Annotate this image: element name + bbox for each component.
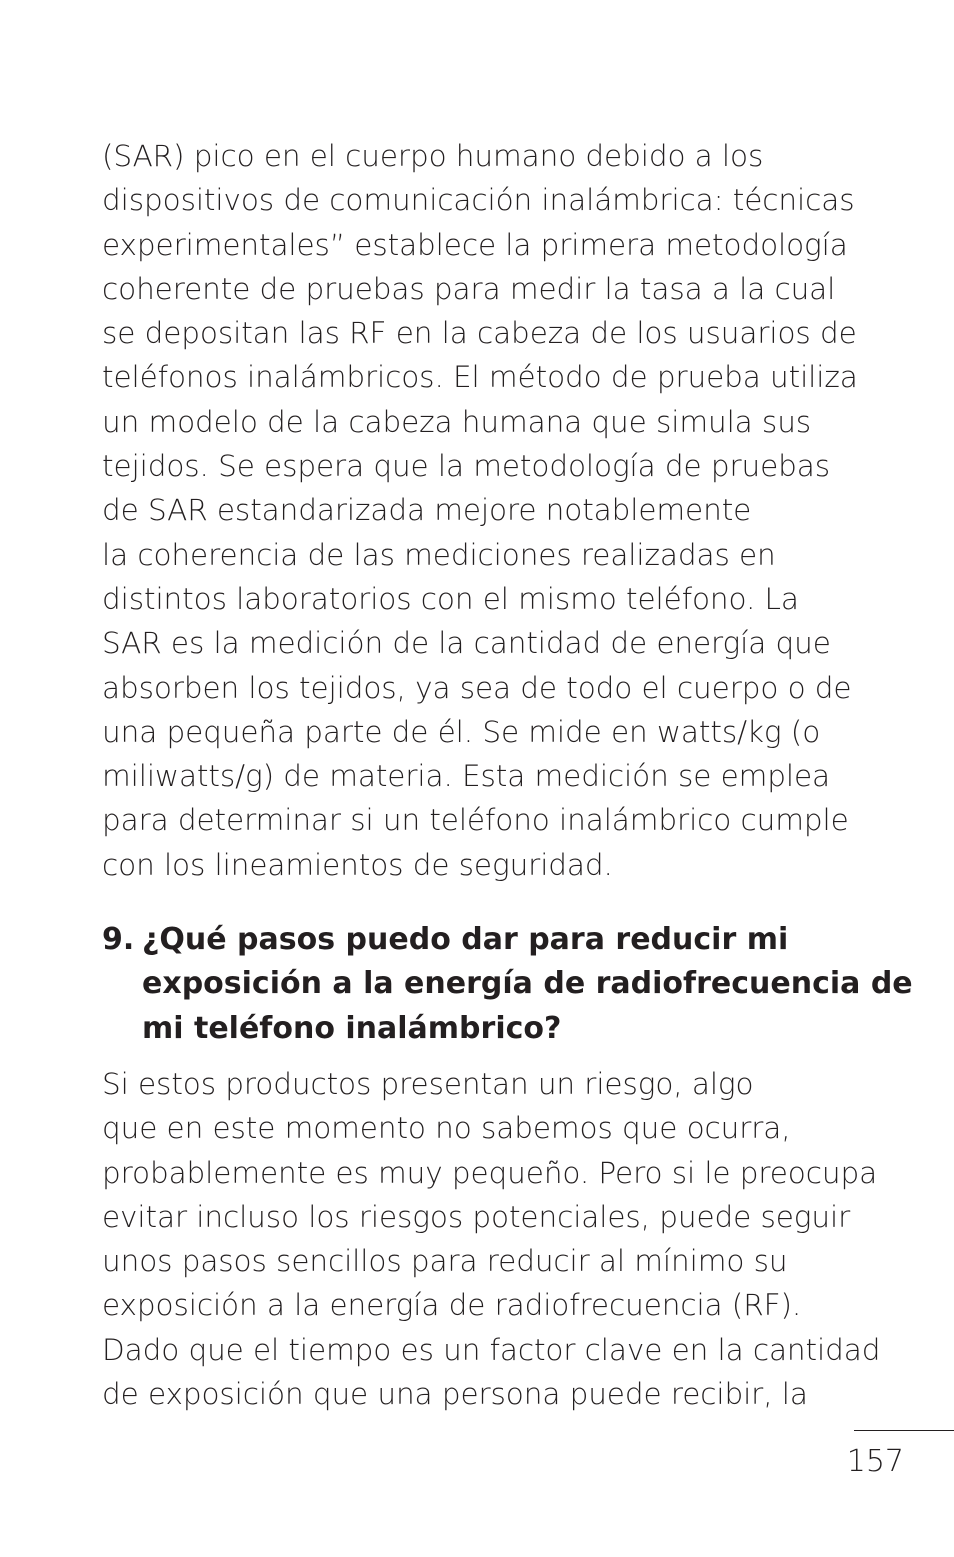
page-number: 157 xyxy=(846,1444,904,1479)
question-heading xyxy=(102,918,913,1051)
page-content xyxy=(102,134,913,1416)
paragraph-line: Dado que el tiempo es un factor clave en la cantidad xyxy=(102,1332,881,1367)
footer-divider xyxy=(854,1430,954,1431)
paragraph-line: probablemente es muy pequeño. Pero si le preocupa xyxy=(102,1155,878,1190)
question-line: mi teléfono inalámbrico? xyxy=(142,1010,562,1046)
paragraph-line: SAR es la medición de la cantidad de energía que xyxy=(102,626,831,661)
paragraph-answer xyxy=(102,1062,892,1416)
paragraph-line: miliwatts/g) de materia. Esta medición se emplea xyxy=(102,759,831,794)
paragraph-line: la coherencia de las mediciones realizadas en xyxy=(102,537,776,572)
paragraph-line: evitar incluso los riesgos potenciales, puede seguir xyxy=(102,1199,851,1234)
paragraph-line: coherente de pruebas para medir la tasa a la cual xyxy=(102,271,836,306)
paragraph-line: tejidos. Se espera que la metodología de pruebas xyxy=(102,449,831,484)
paragraph-line: dispositivos de comunicación inalámbrica: técnicas xyxy=(102,183,855,218)
paragraph-line: distintos laboratorios con el mismo teléfono. La xyxy=(102,581,799,616)
paragraph-line: de exposición que una persona puede recibir, la xyxy=(102,1377,808,1412)
paragraph-line: de SAR estandarizada mejore notablemente xyxy=(102,493,752,528)
paragraph-line: una pequeña parte de él. Se mide en watts/kg (o xyxy=(102,714,821,749)
paragraph-line: un modelo de la cabeza humana que simula sus xyxy=(102,404,812,439)
paragraph-line: absorben los tejidos, ya sea de todo el cuerpo o de xyxy=(102,670,852,705)
paragraph-sar-methodology xyxy=(102,134,892,887)
paragraph-line: (SAR) pico en el cuerpo humano debido a los xyxy=(102,139,764,173)
paragraph-line: exposición a la energía de radiofrecuencia (RF). xyxy=(102,1288,802,1323)
paragraph-line: para determinar si un teléfono inalámbrico cumple xyxy=(102,803,849,838)
question-number: 9. xyxy=(102,922,135,958)
question-line: ¿Qué pasos puedo dar para reducir mi xyxy=(142,922,789,958)
paragraph-line: Si estos productos presentan un riesgo, algo xyxy=(102,1066,754,1101)
paragraph-line: que en este momento no sabemos que ocurra, xyxy=(102,1111,791,1146)
paragraph-line: teléfonos inalámbricos. El método de prueba utiliza xyxy=(102,360,858,395)
paragraph-line: unos pasos sencillos para reducir al mínimo su xyxy=(102,1244,788,1279)
question-line: exposición a la energía de radiofrecuencia de xyxy=(142,966,913,1002)
paragraph-line: experimentales” establece la primera metodología xyxy=(102,227,848,262)
paragraph-line: con los lineamientos de seguridad. xyxy=(102,847,613,882)
paragraph-line: se depositan las RF en la cabeza de los usuarios de xyxy=(102,316,857,351)
